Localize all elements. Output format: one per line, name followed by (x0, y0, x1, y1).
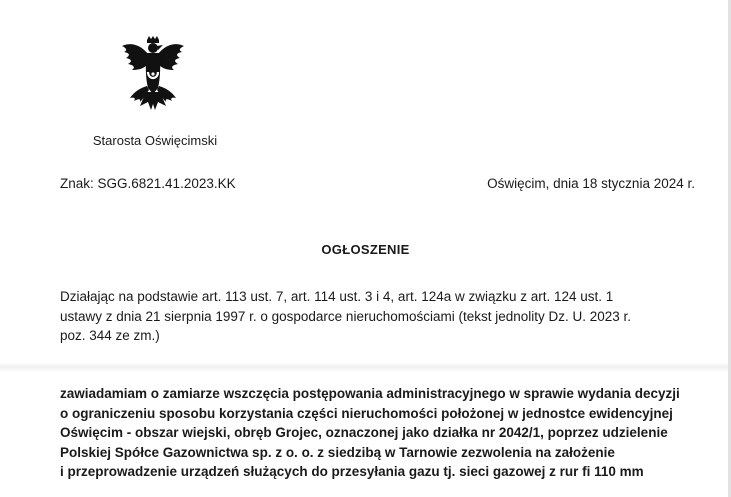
document-title: OGŁOSZENIE (321, 242, 410, 257)
scan-fold-line (0, 362, 731, 372)
reference-number: Znak: SGG.6821.41.2023.KK (60, 176, 236, 191)
basis-line: poz. 344 ze zm.) (60, 328, 160, 343)
notice-line: Polskiej Spółce Gazownictwa sp. z o. o. z siedzibą w Tarnowie zezwolenia na założenie (60, 444, 615, 460)
notice-line: o ograniczeniu sposobu korzystania części nieruchomości położonej w jednostce ewidencyjnej (60, 405, 673, 421)
eagle-emblem-icon (118, 36, 188, 120)
notice-line: zawiadamiam o zamiarze wszczęcia postępowania administracyjnego w sprawie wydania decyzji (60, 386, 680, 401)
notice-line: i przeprowadzenie urządzeń służących do przesyłania gazu tj. sieci gazowej z rur fi 110 mm (60, 464, 644, 480)
notice-paragraph (60, 384, 720, 482)
legal-basis-paragraph (60, 287, 710, 346)
basis-line: ustawy z dnia 21 sierpnia 1997 r. o gospodarce nieruchomościami (tekst jednolity Dz. U. 2023 r. (60, 308, 632, 324)
notice-line: Oświęcim - obszar wiejski, obręb Grojec, oznaczonej jako działka nr 2042/1, poprzez udzielenie (60, 425, 668, 441)
issuer-name: Starosta Oświęcimski (92, 133, 218, 148)
basis-line: Działając na podstawie art. 113 ust. 7, art. 114 ust. 3 i 4, art. 124a w związku z art. 124 ust. 1 (60, 289, 614, 304)
place-and-date: Oświęcim, dnia 18 stycznia 2024 r. (487, 176, 695, 191)
